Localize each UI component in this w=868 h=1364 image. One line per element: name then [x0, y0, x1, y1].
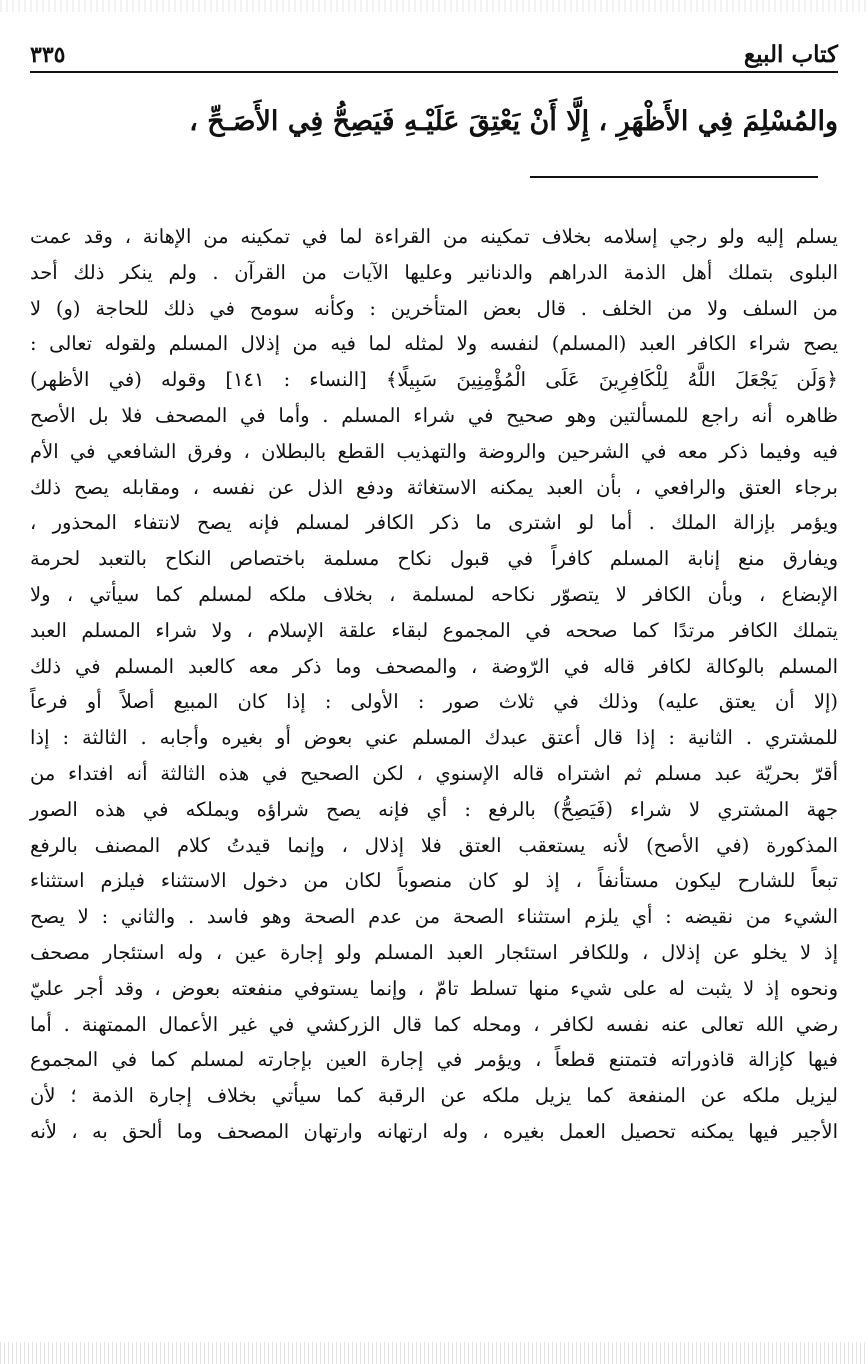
matn-text: والمُسْلِمَ فِي الأَظْهَرِ ، إِلَّا أَنْ يَعْتِقَ عَلَيْـهِ فَيَصِحُّ فِي الأَصَـحِّ ، — [189, 106, 838, 137]
separator-rule — [530, 176, 818, 178]
scan-edge-top — [0, 0, 868, 12]
commentary-line: المسلم بالوكالة لكافر قاله في الرّوضة ، والمصحف وما ذكر معه كالعبد المسلم في ذلك — [30, 654, 838, 678]
commentary-line: ليزيل ملكه عن المنفعة كما يزيل ملكه عن الرقبة كما سيأتي بخلاف إجارة الذمة ؛ لأن — [30, 1084, 838, 1108]
commentary-line: الإبضاع ، وبأن الكافر لا يتصوّر نكاحه لمسلمة ، بخلاف ملكه لمسلم كما سيأتي ، ولا — [30, 582, 838, 606]
commentary-line: تبعاً للشارح ليكون مستأنفاً ، إذ لو كان منصوباً لكان من دخول الاستثناء فيلزم استثناء — [30, 869, 838, 893]
page-number: ٣٣٥ — [30, 42, 66, 68]
commentary-line: ونحوه إذ لا يثبت له على شيء منها تسلط تامّ ، وإنما يستوفي منفعته بعوض ، وقد أجر عليّ — [30, 976, 838, 1000]
commentary-line: البلوى بتملك أهل الذمة الدراهم والدنانير وعليها الآيات من القرآن . ولم ينكر ذلك أحد — [30, 260, 838, 284]
page-header — [30, 36, 838, 70]
commentary-line: رضي الله تعالى عنه نفسه لكافر ، ومحله كما قال الزركشي في غير الأعمال الممتهنة . أما — [30, 1012, 838, 1036]
header-rule — [30, 71, 838, 73]
commentary-line: يتملك الكافر مرتدًا كما صححه في المجموع لبقاء علقة الإسلام ، ولا شراء المسلم العبد — [30, 618, 838, 642]
commentary-line: يصح شراء الكافر العبد (المسلم) لنفسه ولا لمثله لما فيه من إذلال المسلم ولقوله تعالى : — [30, 332, 839, 356]
commentary-line: ﴿وَلَن يَجْعَلَ اللَّهُ لِلْكَافِرِينَ عَلَى الْمُؤْمِنِينَ سَبِيلًا﴾ [النساء : ١٤١] وقوله (في الأظهر) — [30, 368, 838, 392]
commentary-line: إذ لا يخلو عن إذلال ، وللكافر استئجار العبد المسلم ولو إجارة عين ، وله استئجار مصحف — [30, 940, 838, 964]
commentary-body — [30, 219, 838, 1150]
commentary-line: يسلم إليه ولو رجي إسلامه بخلاف تمكينه من القراءة لما في تمكينه من الإهانة ، وقد عمت — [30, 225, 838, 248]
commentary-line: للمشتري . الثانية : إذا قال أعتق عبدك المسلم عني بعوض أو بغيره وأجابه . الثالثة : إذا — [30, 726, 838, 750]
commentary-line: برجاء العتق والرافعي ، بأن العبد يمكنه الاستغاثة ودفع الذل عن نفسه ، ومقابله يصح ذلك — [30, 475, 838, 499]
commentary-line: الشيء من نقيضه : أي يلزم استثناء الصحة من عدم الصحة وهو فاسد . والثاني : لا يصح — [30, 905, 838, 929]
commentary-line: ويفارق منع إنابة المسلم كافراً في قبول نكاح مسلمة باختصاص النكاح بالتعبد لحرمة — [30, 547, 838, 571]
commentary-line: فيها كإزالة قاذوراته فتمتنع قطعاً ، ويؤمر في إجارة العين بإجارته لمسلم كما في المجموع — [30, 1048, 838, 1072]
commentary-line: جهة المشتري لا شراء (فَيَصِحُّ) بالرفع : أي فإنه يصح شراؤه ويملكه في هذه الصور — [30, 797, 838, 821]
commentary-line: ويؤمر بإزالة الملك . أما لو اشترى ما ذكر الكافر لمسلم فإنه يصح لانتفاء المحذور ، — [30, 511, 838, 535]
running-title: كتاب البيع — [743, 41, 838, 68]
commentary-line: المذكورة (في الأصح) لأنه يستعقب العتق فلا إذلال ، وإنما قيدتُ كلام المصنف بالرفع — [30, 833, 838, 857]
commentary-line: من السلف ولا من الخلف . قال بعض المتأخرين : وكأنه سومح في ذلك للحاجة (و) لا — [30, 296, 838, 320]
commentary-line: الأجير فيها يمكنه تحصيل العمل بغيره ، وله ارتهانه وارتهان المصحف وما ألحق به ، لأنه — [30, 1119, 838, 1143]
commentary-line: ظاهره أنه راجع للمسألتين وهو صحيح في شراء المسلم . وأما في المصحف فلا بل الأصح — [30, 403, 838, 427]
commentary-line: (إلا أن يعتق عليه) وذلك في ثلاث صور : الأولى : إذا كان المبيع أصلاً أو فرعاً — [30, 690, 838, 714]
commentary-line: فيه وفيما ذكر معه في الشرحين والروضة والتهذيب القطع بالبطلان ، وفرق الشافعي في الأم — [30, 439, 838, 463]
commentary-line: أقرّ بحريّة عبد مسلم ثم اشتراه قاله الإسنوي ، لكن الصحيح في هذه الثالثة أنه افتداء من — [30, 761, 838, 785]
scan-edge-bottom — [0, 1342, 868, 1364]
